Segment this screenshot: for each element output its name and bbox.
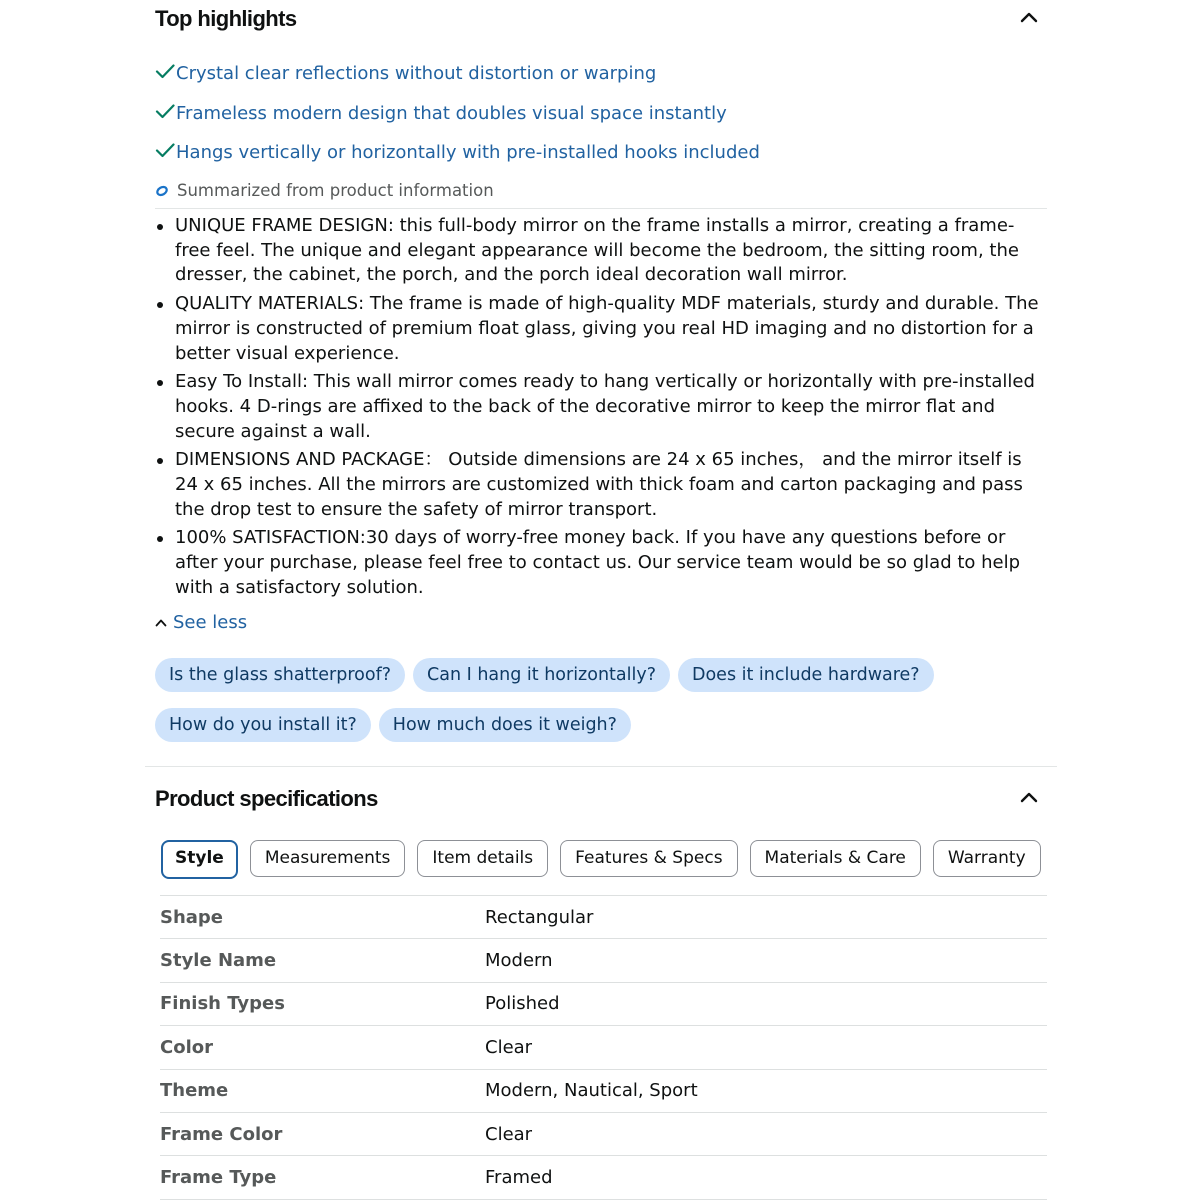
checkmark-icon (155, 63, 175, 84)
highlights-list (155, 54, 760, 209)
see-less-link[interactable] (155, 612, 247, 633)
spec-value: Framed (485, 1167, 553, 1189)
spec-value: Rectangular (485, 906, 594, 928)
highlight-text: Crystal clear reflections without distortion or warping (176, 63, 657, 85)
spec-value: Clear (485, 1036, 533, 1058)
spec-label: Frame Color (160, 1123, 283, 1145)
checkmark-icon (155, 103, 175, 124)
about-bullet: 100% SATISFACTION:30 days of worry-free money back. If you have any questions before or after your purchase, please feel free to contact us. Our service team would be so glad to help with a satisfactory solution. (155, 526, 1047, 600)
question-chip[interactable]: Is the glass shatterproof? (155, 658, 405, 692)
tab-materials-care[interactable]: Materials & Care (750, 840, 921, 877)
table-row (160, 982, 1047, 1025)
spec-value: Clear (485, 1123, 533, 1145)
tab-item-details[interactable]: Item details (417, 840, 548, 877)
spec-label: Color (160, 1036, 213, 1058)
ai-sparkle-icon (155, 185, 171, 197)
product-info-panel (155, 0, 1047, 1189)
table-row (160, 939, 1047, 982)
top-highlights-title: Top highlights (155, 6, 297, 31)
top-highlights-header[interactable] (155, 0, 1047, 40)
question-chip[interactable]: Does it include hardware? (678, 658, 934, 692)
table-row (160, 1026, 1047, 1069)
table-row (160, 896, 1047, 939)
spec-table (160, 895, 1047, 1200)
question-chip[interactable]: Can I hang it horizontally? (413, 658, 670, 692)
question-chip[interactable]: How much does it weigh? (379, 708, 631, 742)
question-chips (155, 658, 1047, 758)
highlight-item (155, 133, 760, 173)
spec-tabs (161, 840, 1041, 879)
product-specifications-header[interactable] (155, 780, 1047, 820)
table-row (160, 1069, 1047, 1112)
checkmark-icon (155, 142, 175, 163)
summary-note (155, 173, 760, 209)
table-row (160, 1112, 1047, 1155)
highlight-item (155, 54, 760, 94)
table-row (160, 1156, 1047, 1199)
tab-measurements[interactable]: Measurements (250, 840, 406, 877)
chip-row (155, 708, 1047, 742)
see-less-label: See less (173, 612, 248, 633)
spec-label: Style Name (160, 950, 277, 972)
section-divider (145, 766, 1057, 767)
summary-text: Summarized from product information (177, 181, 494, 200)
about-bullet: Easy To Install: This wall mirror comes ready to hang vertically or horizontally with pre-installed hooks. 4 D-rings are affixed to the back of the decorative mirror to keep the mirror flat and secure against a wall. (155, 370, 1047, 444)
chip-row (155, 658, 1047, 692)
about-bullets-list (155, 214, 1047, 605)
chevron-up-icon (155, 618, 169, 627)
spec-label: Finish Types (160, 993, 285, 1015)
spec-label: Shape (160, 906, 224, 928)
spec-label: Theme (160, 1080, 229, 1102)
spec-value: Modern (485, 950, 553, 972)
spec-value: Modern, Nautical, Sport (485, 1080, 698, 1102)
chevron-up-icon[interactable] (1019, 790, 1039, 804)
divider (155, 208, 1047, 209)
question-chip[interactable]: How do you install it? (155, 708, 371, 742)
tab-style[interactable]: Style (161, 840, 238, 879)
chevron-up-icon[interactable] (1019, 10, 1039, 24)
about-bullet: QUALITY MATERIALS: The frame is made of high-quality MDF materials, sturdy and durable. The mirror is constructed of premium float glass, giving you real HD imaging and no distortion for a better visual experience. (155, 292, 1047, 366)
product-specifications-title: Product specifications (155, 786, 378, 811)
highlight-item (155, 94, 760, 134)
spec-value: Polished (485, 993, 560, 1015)
highlight-text: Frameless modern design that doubles visual space instantly (176, 102, 727, 124)
about-bullet: UNIQUE FRAME DESIGN: this full-body mirror on the frame installs a mirror, creating a frame-free feel. The unique and elegant appearance will become the bedroom, the sitting room, the dresser, the cabinet, the porch, and the porch ideal decoration wall mirror. (155, 214, 1047, 288)
highlight-text: Hangs vertically or horizontally with pre-installed hooks included (176, 142, 760, 164)
spec-label: Frame Type (160, 1167, 277, 1189)
about-bullet: DIMENSIONS AND PACKAGE： Outside dimensions are 24 x 65 inches， and the mirror itself is 24 x 65 inches. All the mirrors are customized with thick foam and carton packaging and pass the drop test to ensure the safety of mirror transport. (155, 448, 1047, 522)
tab-warranty[interactable]: Warranty (933, 840, 1041, 877)
tab-features-specs[interactable]: Features & Specs (560, 840, 737, 877)
